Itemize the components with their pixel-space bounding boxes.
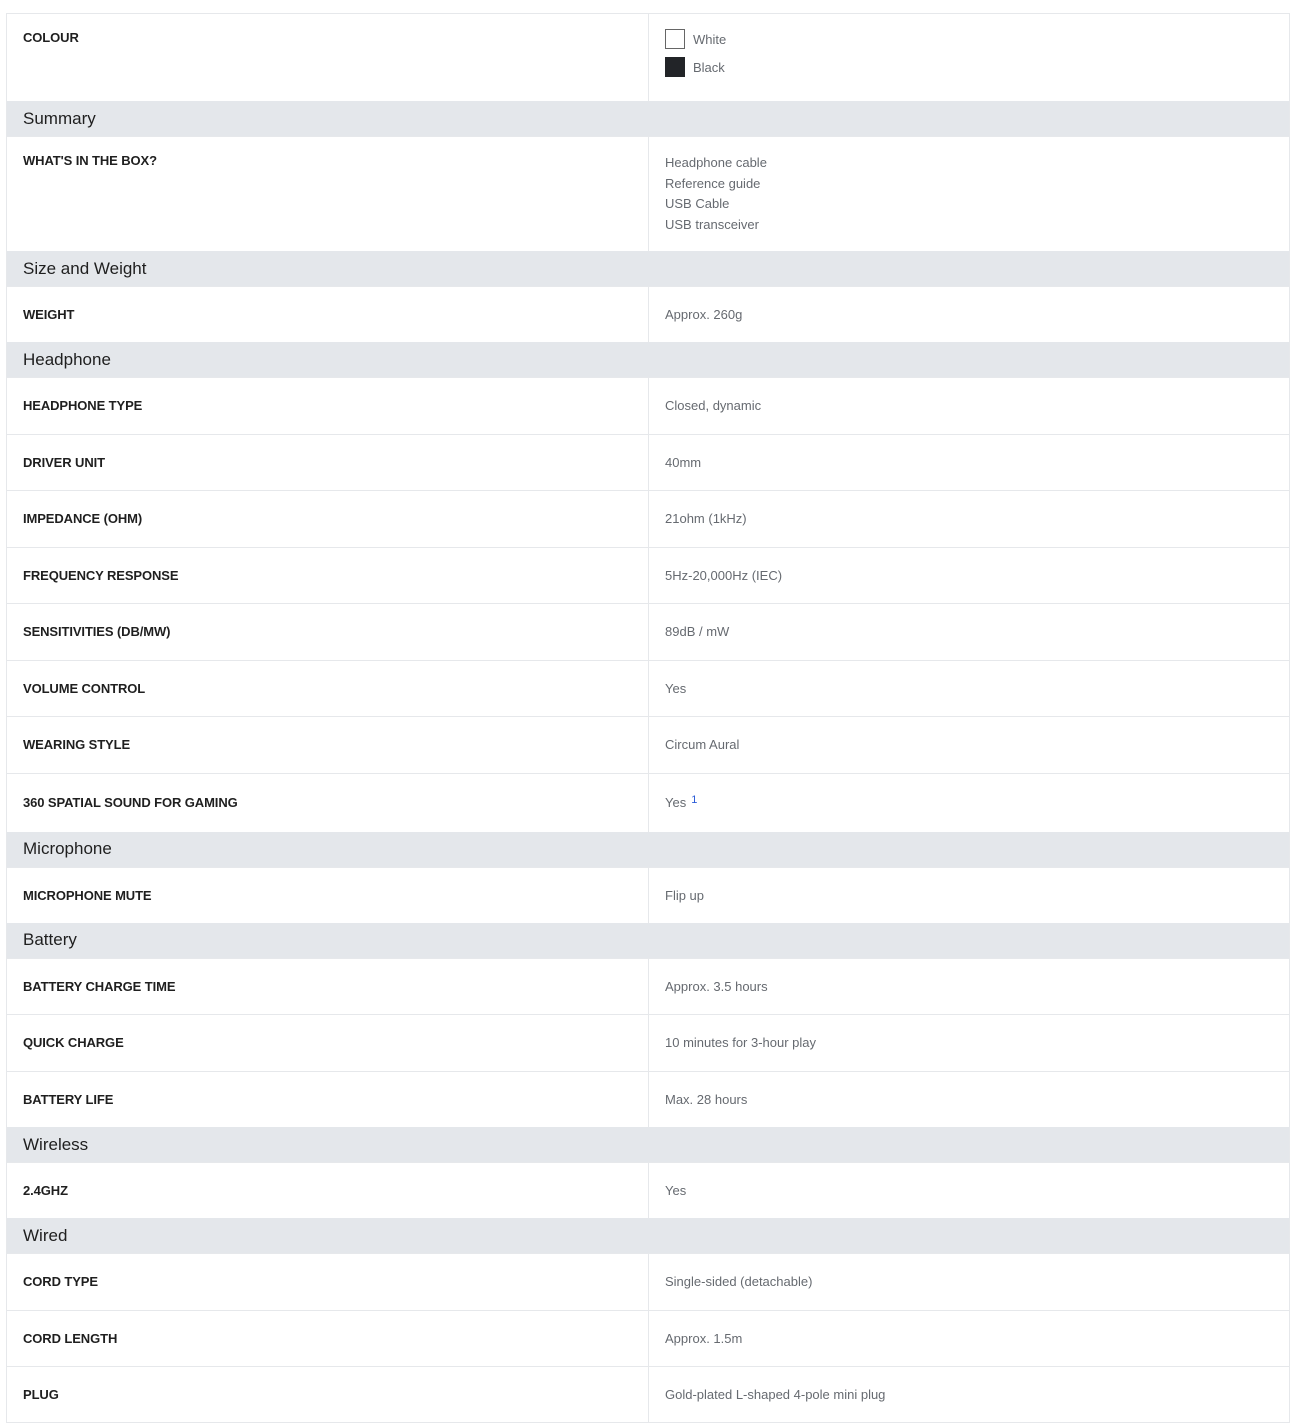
spec-value: 21ohm (1kHz): [665, 511, 747, 527]
spec-label: PLUG: [7, 1367, 649, 1422]
spec-value: 10 minutes for 3-hour play: [665, 1035, 817, 1051]
spec-value: [649, 774, 1289, 832]
spec-row-battery-life: [7, 1071, 1289, 1128]
spec-row-plug: [7, 1366, 1289, 1423]
spec-label: IMPEDANCE (OHM): [7, 491, 649, 547]
spec-row-frequency-response: [7, 547, 1289, 604]
in-box-item: USB Cable: [665, 196, 730, 211]
spec-row-cord-length: [7, 1310, 1289, 1367]
colour-name: White: [693, 31, 727, 47]
spec-label: BATTERY CHARGE TIME: [7, 959, 649, 1015]
in-box-item: USB transceiver: [665, 216, 759, 232]
spec-value: Approx. 1.5m: [665, 1330, 743, 1346]
spec-label: 360 SPATIAL SOUND FOR GAMING: [7, 774, 649, 832]
spec-label: DRIVER UNIT: [7, 435, 649, 491]
spec-row-2-4ghz: [7, 1162, 1289, 1218]
spec-row-headphone-type: [7, 377, 1289, 434]
spec-row-weight: [7, 286, 1289, 342]
in-box-item: Reference guide: [665, 175, 761, 191]
spec-value: 5Hz-20,000Hz (IEC): [665, 567, 783, 583]
spec-label: 2.4GHZ: [7, 1163, 649, 1218]
spec-label: SENSITIVITIES (DB/MW): [7, 604, 649, 660]
section-header-summary: Summary: [7, 101, 1289, 136]
spec-row-360-spatial-sound: [7, 773, 1289, 832]
spec-label: WEIGHT: [7, 287, 649, 342]
spec-value: Flip up: [665, 887, 705, 903]
spec-value: [649, 137, 1289, 251]
spec-value: Approx. 3.5 hours: [665, 978, 768, 994]
spec-value: Yes: [665, 680, 687, 696]
spec-label: VOLUME CONTROL: [7, 661, 649, 717]
spec-label: WHAT'S IN THE BOX?: [7, 137, 649, 251]
spec-value: Gold-plated L-shaped 4-pole mini plug: [665, 1386, 886, 1402]
spec-value: Yes: [665, 1183, 687, 1198]
spec-row-in-box: [7, 136, 1289, 251]
spec-label: BATTERY LIFE: [7, 1072, 649, 1128]
section-header-size-weight: Size and Weight: [7, 251, 1289, 286]
spec-row-colour: [7, 13, 1289, 101]
spec-value-text: Yes: [665, 795, 687, 810]
spec-row-microphone-mute: [7, 867, 1289, 923]
spec-row-wearing-style: [7, 716, 1289, 773]
spec-value: [649, 14, 1289, 101]
section-header-battery: Battery: [7, 923, 1289, 958]
spec-row-driver-unit: [7, 434, 1289, 491]
section-header-wireless: Wireless: [7, 1127, 1289, 1162]
spec-label: COLOUR: [7, 14, 649, 101]
colour-swatch[interactable]: [665, 57, 685, 77]
section-header-headphone: Headphone: [7, 342, 1289, 377]
spec-label: WEARING STYLE: [7, 717, 649, 773]
spec-row-cord-type: [7, 1253, 1289, 1310]
spec-label: CORD TYPE: [7, 1254, 649, 1310]
spec-value: 89dB / mW: [665, 624, 730, 640]
spec-value: Max. 28 hours: [665, 1091, 748, 1107]
spec-value: Single-sided (detachable): [665, 1274, 813, 1290]
spec-row-quick-charge: [7, 1014, 1289, 1071]
section-header-wired: Wired: [7, 1218, 1289, 1253]
spec-row-impedance: [7, 490, 1289, 547]
spec-table: [6, 13, 1290, 1423]
in-box-item: Headphone cable: [665, 155, 767, 170]
colour-swatches: [665, 29, 726, 77]
spec-row-battery-charge-time: [7, 958, 1289, 1015]
in-box-list: [665, 153, 767, 235]
spec-label: CORD LENGTH: [7, 1311, 649, 1367]
spec-label: MICROPHONE MUTE: [7, 868, 649, 923]
spec-row-volume-control: [7, 660, 1289, 717]
spec-value: Closed, dynamic: [665, 398, 762, 414]
colour-option-white[interactable]: [665, 29, 726, 49]
spec-label: QUICK CHARGE: [7, 1015, 649, 1071]
spec-value: 40mm: [665, 454, 702, 470]
spec-label: FREQUENCY RESPONSE: [7, 548, 649, 604]
colour-name: Black: [693, 59, 725, 75]
spec-value: Approx. 260g: [665, 307, 743, 322]
spec-value: Circum Aural: [665, 737, 740, 753]
section-header-microphone: Microphone: [7, 832, 1289, 867]
footnote-link[interactable]: 1: [691, 793, 698, 806]
spec-label: HEADPHONE TYPE: [7, 378, 649, 434]
spec-row-sensitivities: [7, 603, 1289, 660]
colour-option-black[interactable]: [665, 57, 726, 77]
colour-swatch[interactable]: [665, 29, 685, 49]
